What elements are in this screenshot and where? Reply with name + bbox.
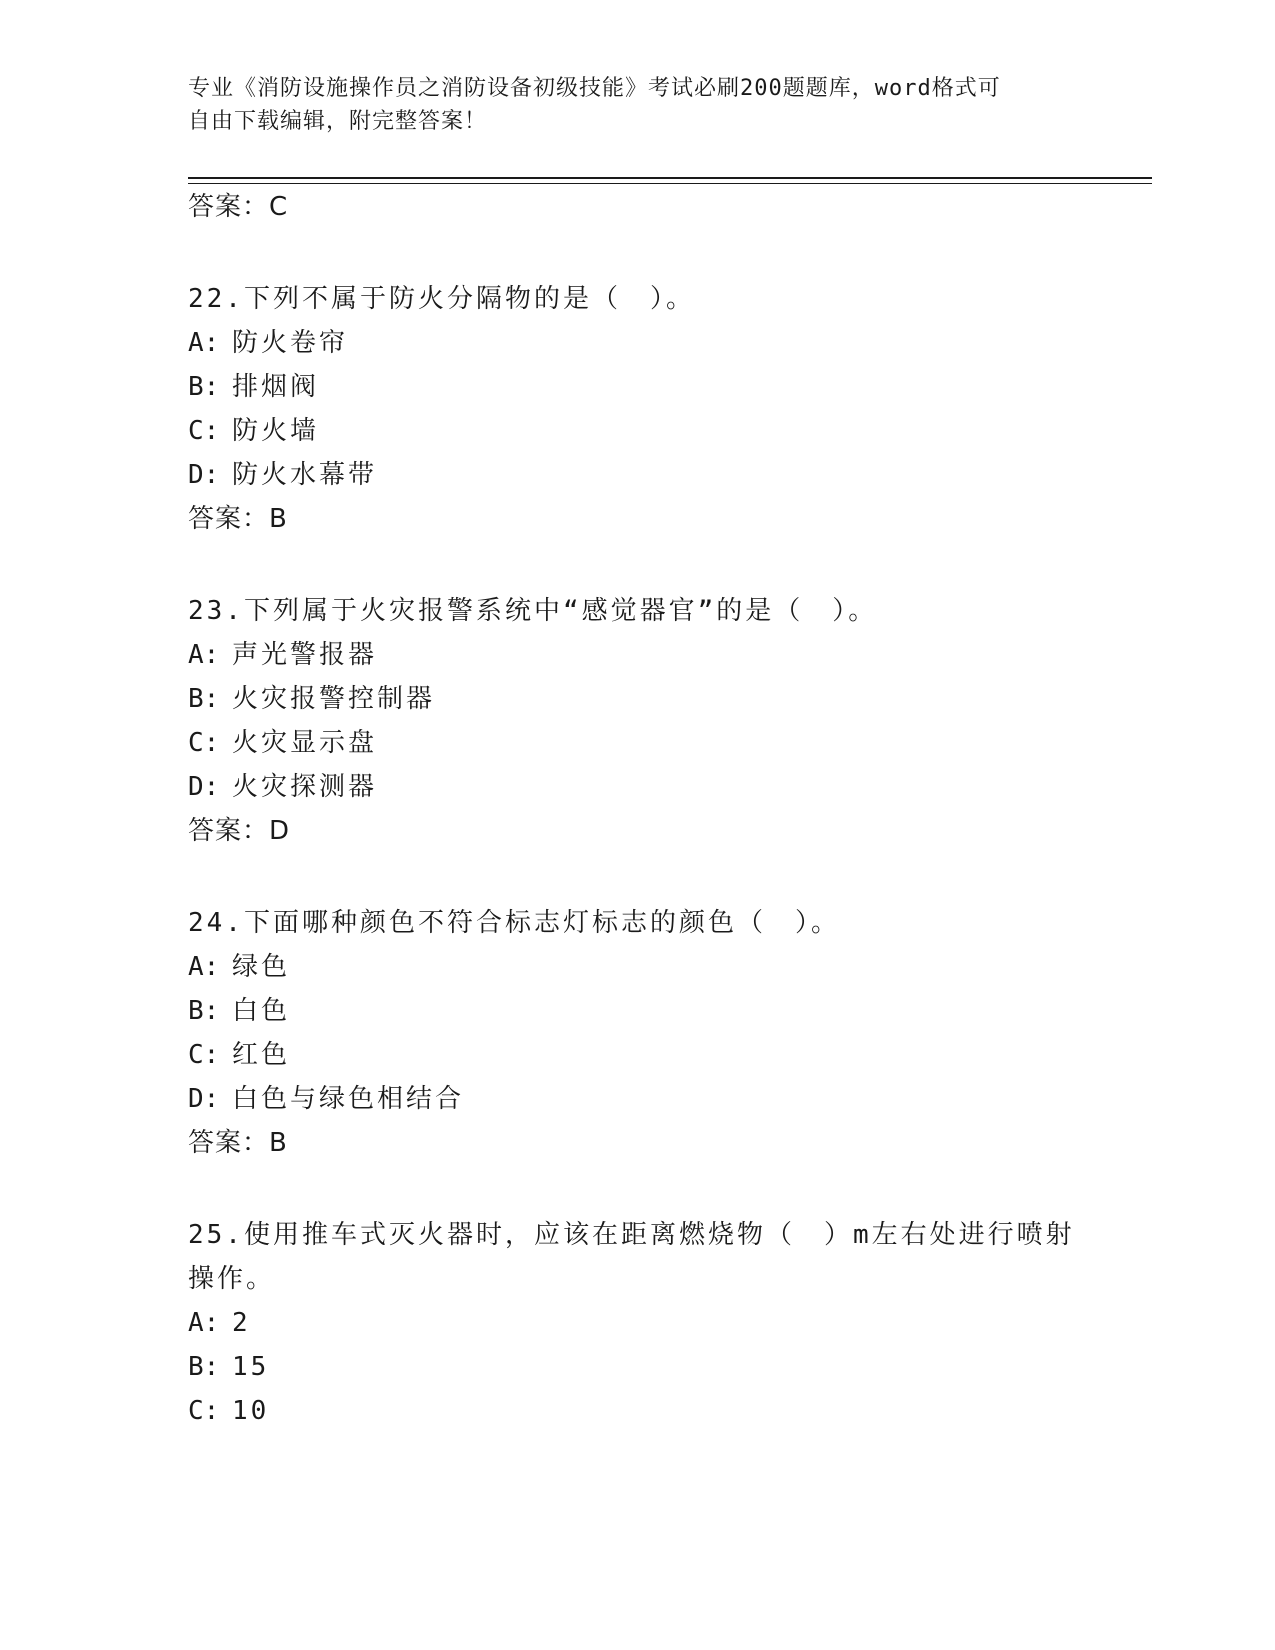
document-header [188,72,1068,138]
option-letter: D: [188,460,220,490]
option-text: 排烟阀 [232,372,320,402]
option-letter: B: [188,372,220,402]
option-text: 绿色 [232,952,291,982]
option-letter: A: [188,640,220,670]
option-letter: C: [188,728,220,758]
option-letter: B: [188,684,220,714]
question-23-answer: 答案：D [188,816,291,846]
option-text: 防火卷帘 [232,328,349,358]
question-25-stem-line-1: 25.使用推车式灭火器时，应该在距离燃烧物（ ）m左右处进行喷射 [188,1220,1075,1250]
question-25-option-a [188,1306,251,1340]
question-23-option-a [188,638,377,672]
header-line-1: 专业《消防设施操作员之消防设备初级技能》考试必刷200题题库，word格式可 [188,76,1001,101]
option-text: 防火墙 [232,416,320,446]
option-text: 声光警报器 [232,640,378,670]
question-22-answer: 答案：B [188,504,288,534]
option-text: 红色 [232,1040,291,1070]
question-25-option-b [188,1350,269,1384]
question-24-answer: 答案：B [188,1128,288,1158]
header-line-2: 自由下载编辑，附完整答案！ [188,109,488,134]
question-24-option-c [188,1038,290,1072]
option-text: 火灾报警控制器 [232,684,436,714]
question-24-stem: 24.下面哪种颜色不符合标志灯标志的颜色（ ）。 [188,908,840,938]
option-letter: C: [188,1040,220,1070]
option-letter: B: [188,996,220,1026]
question-24-option-b [188,994,290,1028]
question-24-option-d [188,1082,464,1116]
option-text: 防火水幕带 [232,460,378,490]
question-23-stem: 23.下列属于火灾报警系统中“感觉器官”的是（ ）。 [188,596,878,626]
question-23-option-d [188,770,377,804]
option-text: 白色与绿色相结合 [232,1084,465,1114]
option-letter: A: [188,952,220,982]
option-text: 白色 [232,996,291,1026]
option-letter: B: [188,1352,220,1382]
previous-answer: 答案：C [188,192,289,222]
option-text: 火灾显示盘 [232,728,378,758]
question-22-option-d [188,458,377,492]
question-22-stem: 22.下列不属于防火分隔物的是（ ）。 [188,284,695,314]
option-letter: C: [188,416,220,446]
question-22-option-c [188,414,319,448]
question-24-option-a [188,950,290,984]
option-letter: D: [188,772,220,802]
option-letter: C: [188,1396,220,1426]
header-divider-thin [188,183,1152,184]
option-text: 15 [232,1352,270,1382]
question-25-option-c [188,1394,269,1428]
option-text: 10 [232,1396,270,1426]
question-22-option-b [188,370,319,404]
question-22-option-a [188,326,348,360]
option-letter: A: [188,328,220,358]
option-text: 火灾探测器 [232,772,378,802]
option-letter: A: [188,1308,220,1338]
question-25-stem-line-2: 操作。 [188,1264,276,1294]
header-divider-thick [188,177,1152,179]
option-text: 2 [232,1308,251,1338]
question-23-option-b [188,682,435,716]
question-23-option-c [188,726,377,760]
option-letter: D: [188,1084,220,1114]
